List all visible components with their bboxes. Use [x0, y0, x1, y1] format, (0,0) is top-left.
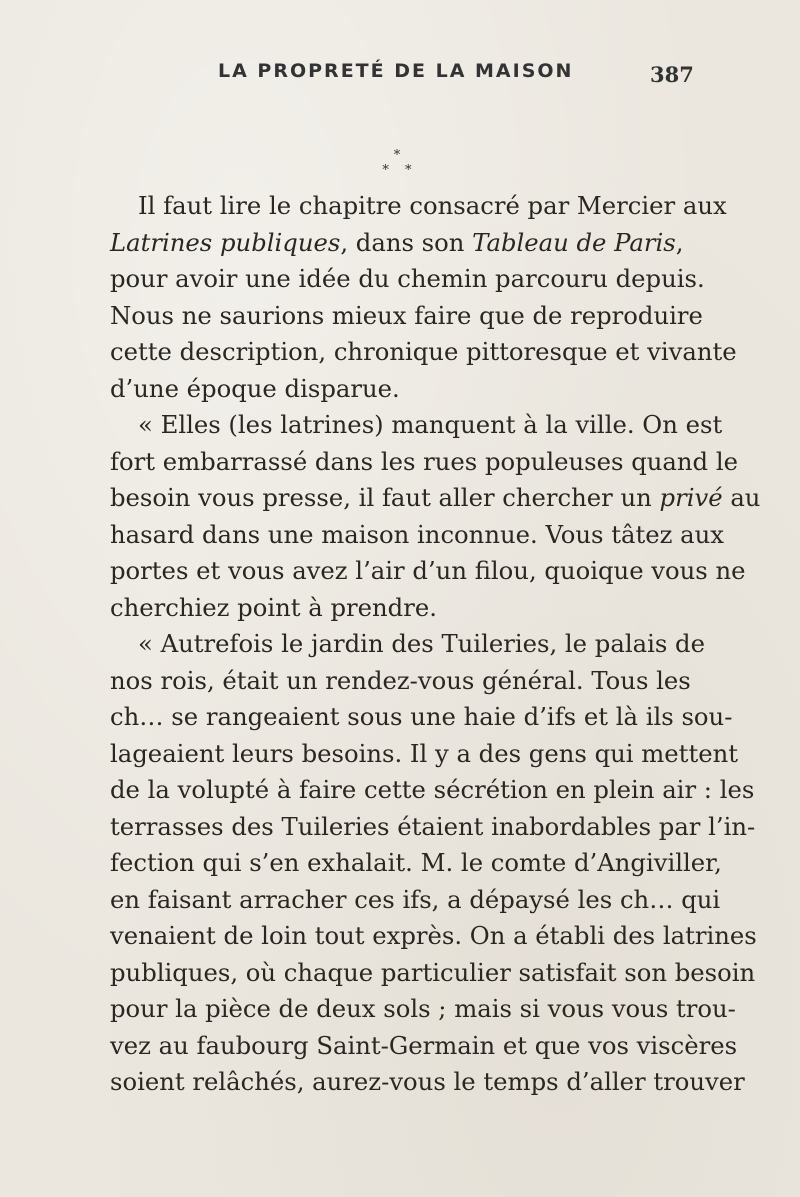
text-line — [110, 845, 722, 882]
text-line — [110, 407, 723, 444]
text-line — [110, 298, 703, 335]
text-line — [110, 590, 678, 627]
text-line — [110, 699, 733, 736]
text-line — [110, 371, 678, 408]
text-line — [110, 517, 724, 554]
text-line — [110, 955, 756, 992]
text-line — [110, 736, 739, 773]
text-run: portes et vous avez l’air d’un filou, quoique vous ne — [110, 556, 746, 585]
text-line — [110, 991, 736, 1028]
text-run: besoin vous presse, il faut aller chercher un — [110, 483, 660, 512]
text-run: publiques, où chaque particulier satisfait son besoin — [110, 957, 756, 987]
text-run: Nous ne saurions mieux faire que de reproduire — [110, 300, 703, 330]
section-ornament — [0, 148, 800, 178]
text-run: ch… se rangeaient sous une haie d’ifs et là ils sou- — [110, 702, 733, 731]
text-run: en faisant arracher ces ifs, a dépaysé les ch… qui — [110, 884, 721, 914]
text-run: fort embarrassé dans les rues populeuses quand le — [110, 446, 738, 476]
text-run: pour la pièce de deux sols ; mais si vous vous trou- — [110, 994, 736, 1023]
text-line — [110, 1028, 738, 1065]
text-run: « Autrefois le jardin des Tuileries, le palais de — [138, 629, 705, 658]
text-run: hasard dans une maison inconnue. Vous tâtez aux — [110, 519, 724, 549]
text-line — [110, 553, 746, 590]
body-text — [110, 188, 761, 1101]
text-run: cherchiez point à prendre. — [110, 592, 437, 622]
italic-text: Tableau de Paris — [472, 227, 676, 257]
italic-text: privé — [659, 483, 723, 512]
text-run: terrasses des Tuileries étaient inabordables par l’in- — [110, 811, 756, 841]
text-run: , — [675, 227, 684, 257]
text-line — [110, 663, 691, 700]
text-run: « Elles (les latrines) manquent à la ville. On est — [138, 410, 723, 439]
ornament-top: * — [393, 148, 407, 163]
text-line — [110, 261, 705, 298]
text-run: d’une époque disparue. — [110, 373, 400, 403]
text-line — [110, 444, 738, 481]
text-line — [110, 188, 727, 225]
text-line — [110, 772, 755, 809]
text-run: fection qui s’en exhalait. M. le comte d’Angiviller, — [110, 848, 722, 877]
text-line — [110, 334, 737, 371]
text-line — [110, 1064, 745, 1101]
running-title: LA PROPRETÉ DE LA MAISON — [218, 60, 574, 82]
text-line — [110, 882, 721, 919]
text-run: , dans son — [340, 227, 473, 257]
text-run: nos rois, était un rendez-vous général. Tous les — [110, 665, 691, 695]
text-line — [110, 918, 757, 955]
text-run: venaient de loin tout exprès. On a établi des latrines — [110, 921, 757, 950]
page-number: 387 — [650, 62, 694, 87]
text-line — [110, 626, 705, 663]
text-line — [110, 480, 761, 517]
text-run: lageaient leurs besoins. Il y a des gens qui mettent — [110, 738, 739, 768]
text-run: soient relâchés, aurez-vous le temps d’aller trouver — [110, 1067, 745, 1096]
text-run: au — [722, 483, 761, 512]
text-run: cette description, chronique pittoresque et vivante — [110, 337, 737, 366]
ornament-bottom: * * — [382, 163, 418, 178]
text-run: de la volupté à faire cette sécrétion en plein air : les — [110, 775, 755, 804]
text-line — [110, 225, 684, 262]
running-head — [0, 60, 800, 90]
text-run: pour avoir une idée du chemin parcouru depuis. — [110, 264, 705, 293]
text-line — [110, 809, 756, 846]
italic-text: Latrines publiques — [110, 227, 341, 257]
text-run: vez au faubourg Saint-Germain et que vos viscères — [110, 1030, 738, 1060]
text-run: Il faut lire le chapitre consacré par Mercier aux — [138, 191, 727, 220]
